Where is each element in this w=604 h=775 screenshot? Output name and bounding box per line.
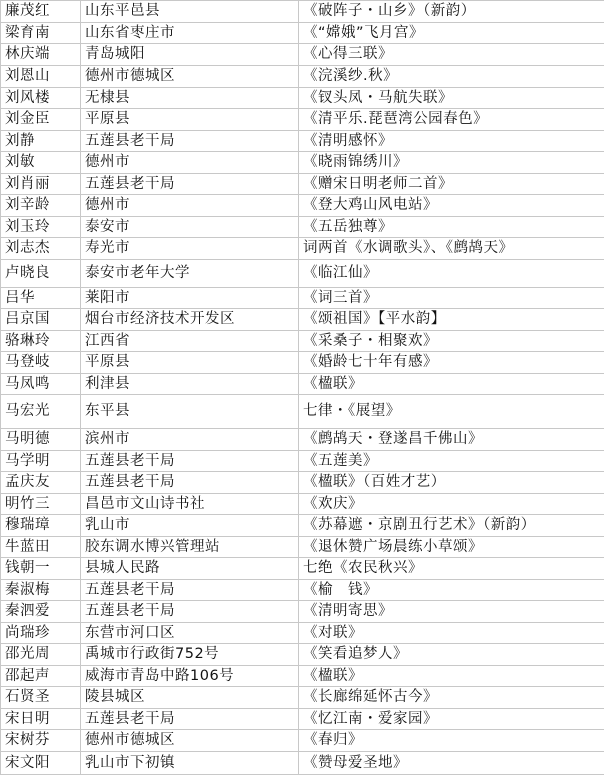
table-row bbox=[1, 537, 604, 558]
location-cell[interactable]: 五莲县老干局 bbox=[81, 472, 299, 494]
name-cell[interactable]: 邵起声 bbox=[1, 666, 81, 687]
work-cell[interactable]: 《赠宋日明老师二首》 bbox=[299, 174, 604, 195]
name-cell[interactable]: 宋树芬 bbox=[1, 730, 81, 752]
work-cell[interactable]: 《楹联》 bbox=[299, 374, 604, 395]
name-cell[interactable]: 孟庆友 bbox=[1, 472, 81, 494]
table-row bbox=[1, 23, 604, 44]
location-cell[interactable]: 东平县 bbox=[81, 395, 299, 429]
table-row bbox=[1, 395, 604, 429]
location-cell[interactable]: 五莲县老干局 bbox=[81, 580, 299, 601]
work-cell[interactable]: 《晓雨锦绣川》 bbox=[299, 152, 604, 174]
name-cell[interactable]: 刘辛龄 bbox=[1, 195, 81, 217]
work-cell[interactable]: 《清明寄思》 bbox=[299, 601, 604, 623]
location-cell[interactable]: 平原县 bbox=[81, 352, 299, 374]
name-cell[interactable]: 刘恩山 bbox=[1, 66, 81, 88]
table-row bbox=[1, 238, 604, 260]
work-cell[interactable]: 《临江仙》 bbox=[299, 260, 604, 288]
table-row bbox=[1, 131, 604, 152]
table-row bbox=[1, 752, 604, 775]
location-cell[interactable]: 泰安市 bbox=[81, 217, 299, 238]
name-cell[interactable]: 刘风楼 bbox=[1, 88, 81, 109]
work-cell[interactable]: 《欢庆》 bbox=[299, 494, 604, 515]
location-cell[interactable]: 昌邑市文山诗书社 bbox=[81, 494, 299, 515]
work-cell[interactable]: 《春归》 bbox=[299, 730, 604, 752]
name-cell[interactable]: 邵光周 bbox=[1, 644, 81, 666]
table-row bbox=[1, 451, 604, 472]
name-cell[interactable]: 钱朝一 bbox=[1, 558, 81, 580]
work-cell[interactable]: 《对联》 bbox=[299, 623, 604, 644]
work-cell[interactable]: 《五莲美》 bbox=[299, 451, 604, 472]
work-cell[interactable]: 《登大鸡山风电站》 bbox=[299, 195, 604, 217]
table-row bbox=[1, 44, 604, 66]
table-row bbox=[1, 109, 604, 131]
location-cell[interactable]: 烟台市经济技术开发区 bbox=[81, 309, 299, 331]
table-row bbox=[1, 152, 604, 174]
name-cell[interactable]: 骆琳玲 bbox=[1, 331, 81, 352]
table-row bbox=[1, 730, 604, 752]
work-cell[interactable]: 《笑看追梦人》 bbox=[299, 644, 604, 666]
name-cell[interactable]: 宋文阳 bbox=[1, 752, 81, 775]
work-cell[interactable]: 七绝《农民秋兴》 bbox=[299, 558, 604, 580]
name-cell[interactable]: 梁育南 bbox=[1, 23, 81, 44]
location-cell[interactable]: 五莲县老干局 bbox=[81, 451, 299, 472]
table-row bbox=[1, 217, 604, 238]
work-cell[interactable]: 《退休赞广场晨练小草颂》 bbox=[299, 537, 604, 558]
work-cell[interactable]: 《长廊绵延怀古今》 bbox=[299, 687, 604, 709]
name-cell[interactable]: 牛蓝田 bbox=[1, 537, 81, 558]
table-row bbox=[1, 195, 604, 217]
name-cell[interactable]: 马凤鸣 bbox=[1, 374, 81, 395]
table-row bbox=[1, 429, 604, 451]
name-cell[interactable]: 刘志杰 bbox=[1, 238, 81, 260]
work-cell[interactable]: 《忆江南・爱家园》 bbox=[299, 709, 604, 730]
work-cell[interactable]: 《楹联》 bbox=[299, 666, 604, 687]
name-cell[interactable]: 刘静 bbox=[1, 131, 81, 152]
work-cell[interactable]: 《楹联》（百姓才艺） bbox=[299, 472, 604, 494]
location-cell[interactable]: 滨州市 bbox=[81, 429, 299, 451]
work-cell[interactable]: 《破阵子・山乡》（新韵） bbox=[299, 1, 604, 23]
location-cell[interactable]: 无棣县 bbox=[81, 88, 299, 109]
work-cell[interactable]: 《榆 钱》 bbox=[299, 580, 604, 601]
location-cell[interactable]: 青岛城阳 bbox=[81, 44, 299, 66]
work-cell[interactable]: 《鹧鸪天・登遂昌千佛山》 bbox=[299, 429, 604, 451]
work-cell[interactable]: 《清平乐.琵琶湾公园春色》 bbox=[299, 109, 604, 131]
name-cell[interactable]: 秦泗爱 bbox=[1, 601, 81, 623]
work-cell[interactable]: 《词三首》 bbox=[299, 288, 604, 309]
name-cell[interactable]: 卢晓良 bbox=[1, 260, 81, 288]
name-cell[interactable]: 林庆端 bbox=[1, 44, 81, 66]
table-row bbox=[1, 260, 604, 288]
location-cell[interactable]: 县城人民路 bbox=[81, 558, 299, 580]
name-cell[interactable]: 石贤圣 bbox=[1, 687, 81, 709]
location-cell[interactable]: 德州市 bbox=[81, 195, 299, 217]
table-row bbox=[1, 558, 604, 580]
work-cell[interactable]: 《五岳独尊》 bbox=[299, 217, 604, 238]
location-cell[interactable]: 乳山市下初镇 bbox=[81, 752, 299, 775]
name-cell[interactable]: 马宏光 bbox=[1, 395, 81, 429]
work-cell[interactable]: 《婚龄七十年有感》 bbox=[299, 352, 604, 374]
name-cell[interactable]: 宋日明 bbox=[1, 709, 81, 730]
location-cell[interactable]: 乳山市 bbox=[81, 515, 299, 537]
work-cell[interactable]: 《赞母爱圣地》 bbox=[299, 752, 604, 775]
location-cell[interactable]: 泰安市老年大学 bbox=[81, 260, 299, 288]
name-cell[interactable]: 廉茂红 bbox=[1, 1, 81, 23]
location-cell[interactable]: 德州市 bbox=[81, 152, 299, 174]
table-row bbox=[1, 1, 604, 23]
location-cell[interactable]: 东营市河口区 bbox=[81, 623, 299, 644]
name-cell[interactable]: 马学明 bbox=[1, 451, 81, 472]
location-cell[interactable]: 五莲县老干局 bbox=[81, 174, 299, 195]
work-cell[interactable]: 《心得三联》 bbox=[299, 44, 604, 66]
name-cell[interactable]: 吕京国 bbox=[1, 309, 81, 331]
work-cell[interactable]: 《采桑子・相聚欢》 bbox=[299, 331, 604, 352]
table-row bbox=[1, 687, 604, 709]
table-row bbox=[1, 623, 604, 644]
location-cell[interactable]: 江西省 bbox=[81, 331, 299, 352]
location-cell[interactable]: 五莲县老干局 bbox=[81, 131, 299, 152]
table-row bbox=[1, 66, 604, 88]
work-cell[interactable]: 《清明感怀》 bbox=[299, 131, 604, 152]
location-cell[interactable]: 五莲县老干局 bbox=[81, 601, 299, 623]
name-cell[interactable]: 马登岐 bbox=[1, 352, 81, 374]
location-cell[interactable]: 德州市德城区 bbox=[81, 730, 299, 752]
table-row bbox=[1, 288, 604, 309]
table-row bbox=[1, 309, 604, 331]
location-cell[interactable]: 威海市青岛中路106号 bbox=[81, 666, 299, 687]
location-cell[interactable]: 利津县 bbox=[81, 374, 299, 395]
table-row bbox=[1, 709, 604, 730]
work-cell[interactable]: 《“嫦娥”飞月宫》 bbox=[299, 23, 604, 44]
name-cell[interactable]: 尚瑞珍 bbox=[1, 623, 81, 644]
location-cell[interactable]: 陵县城区 bbox=[81, 687, 299, 709]
location-cell[interactable]: 德州市德城区 bbox=[81, 66, 299, 88]
work-cell[interactable]: 《苏幕遮・京剧丑行艺术》（新韵） bbox=[299, 515, 604, 537]
name-cell[interactable]: 刘肖丽 bbox=[1, 174, 81, 195]
work-cell[interactable]: 《钗头凤・马航失联》 bbox=[299, 88, 604, 109]
name-cell[interactable]: 吕华 bbox=[1, 288, 81, 309]
location-cell[interactable]: 平原县 bbox=[81, 109, 299, 131]
table-row bbox=[1, 88, 604, 109]
work-cell[interactable]: 《浣溪纱.秋》 bbox=[299, 66, 604, 88]
location-cell[interactable]: 山东省枣庄市 bbox=[81, 23, 299, 44]
work-cell[interactable]: 词两首《水调歌头》、《鹧鸪天》 bbox=[299, 238, 604, 260]
location-cell[interactable]: 胶东调水博兴管理站 bbox=[81, 537, 299, 558]
table-row bbox=[1, 666, 604, 687]
name-cell[interactable]: 刘玉玲 bbox=[1, 217, 81, 238]
work-cell[interactable]: 《颂祖国》【平水韵】 bbox=[299, 309, 604, 331]
location-cell[interactable]: 禹城市行政街752号 bbox=[81, 644, 299, 666]
name-cell[interactable]: 刘金臣 bbox=[1, 109, 81, 131]
table-row bbox=[1, 174, 604, 195]
table-body bbox=[1, 1, 604, 775]
table-row bbox=[1, 515, 604, 537]
location-cell[interactable]: 山东平邑县 bbox=[81, 1, 299, 23]
table-row bbox=[1, 580, 604, 601]
table-row bbox=[1, 374, 604, 395]
work-cell[interactable]: 七律・《展望》 bbox=[299, 395, 604, 429]
table-row bbox=[1, 644, 604, 666]
name-cell[interactable]: 穆瑞璋 bbox=[1, 515, 81, 537]
location-cell[interactable]: 寿光市 bbox=[81, 238, 299, 260]
location-cell[interactable]: 五莲县老干局 bbox=[81, 709, 299, 730]
name-cell[interactable]: 刘敏 bbox=[1, 152, 81, 174]
table-row bbox=[1, 331, 604, 352]
name-cell[interactable]: 马明德 bbox=[1, 429, 81, 451]
location-cell[interactable]: 莱阳市 bbox=[81, 288, 299, 309]
name-cell[interactable]: 明竹三 bbox=[1, 494, 81, 515]
table-row bbox=[1, 494, 604, 515]
table-row bbox=[1, 472, 604, 494]
name-cell[interactable]: 秦淑梅 bbox=[1, 580, 81, 601]
table-row bbox=[1, 601, 604, 623]
table-row bbox=[1, 352, 604, 374]
